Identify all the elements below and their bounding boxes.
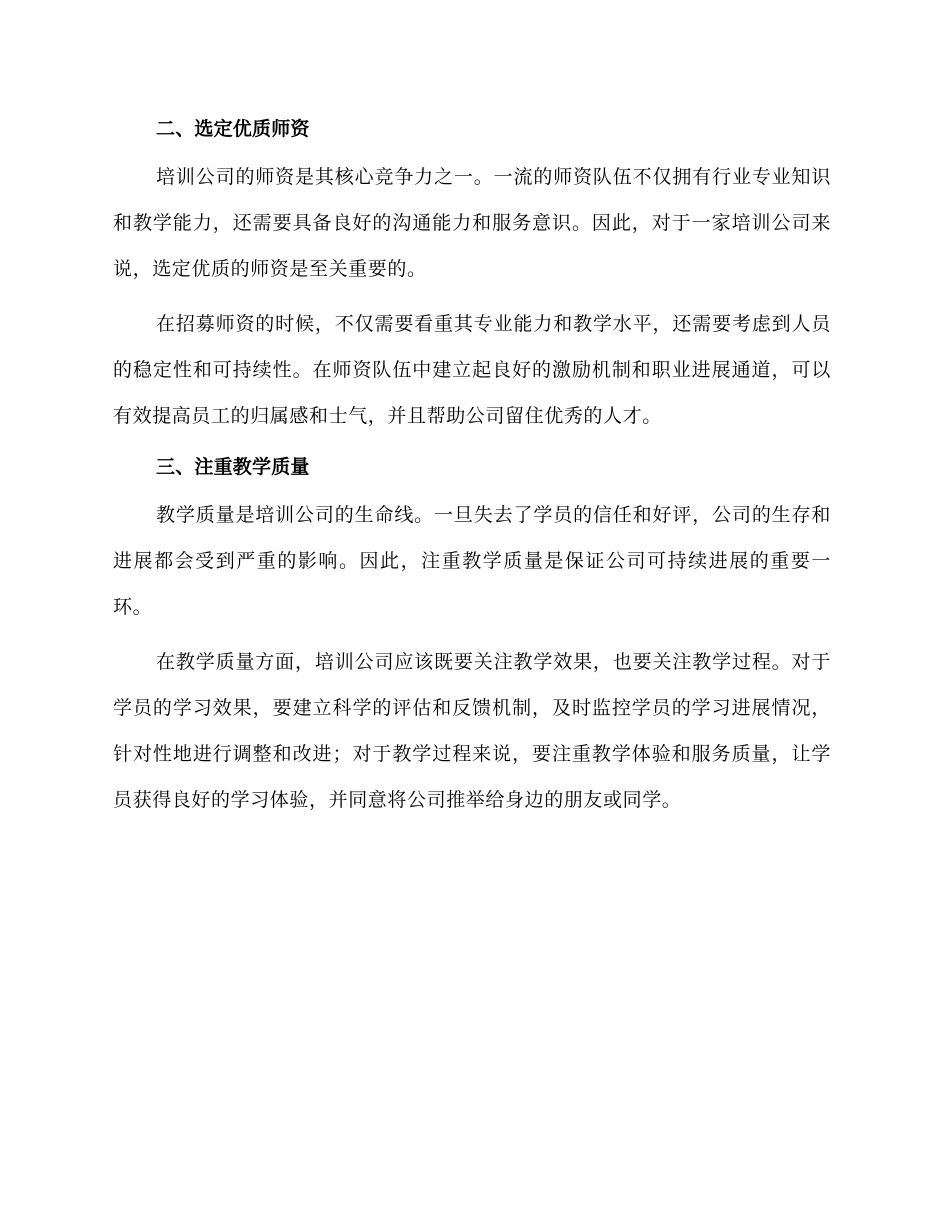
document-page — [113, 110, 831, 823]
section-heading-teachers: 二、选定优质师资 — [156, 118, 310, 140]
paragraph-teachers-intro: 培训公司的师资是其核心竞争力之一。一流的师资队伍不仅拥有行业专业知识和教学能力，还需要具备良好的沟通能力和服务意识。因此，对于一家培训公司来说，选定优质的师资是至关重要的。 — [113, 166, 831, 280]
section-heading-quality: 三、注重教学质量 — [156, 456, 310, 478]
paragraph-teachers-recruitment: 在招募师资的时候，不仅需要看重其专业能力和教学水平，还需要考虑到人员的稳定性和可持续性。在师资队伍中建立起良好的激励机制和职业进展通道，可以有效提高员工的归属感和士气，并且帮助公司留住优秀的人才。 — [113, 313, 831, 427]
paragraph-quality-details: 在教学质量方面，培训公司应该既要关注教学效果，也要关注教学过程。对于学员的学习效果，要建立科学的评估和反馈机制，及时监控学员的学习进展情况，针对性地进行调整和改进；对于教学过程来说，要注重教学体验和服务质量，让学员获得良好的学习体验，并同意将公司推举给身边的朋友或同学。 — [113, 651, 831, 811]
paragraph-quality-intro: 教学质量是培训公司的生命线。一旦失去了学员的信任和好评，公司的生存和进展都会受到严重的影响。因此，注重教学质量是保证公司可持续进展的重要一环。 — [113, 504, 831, 618]
